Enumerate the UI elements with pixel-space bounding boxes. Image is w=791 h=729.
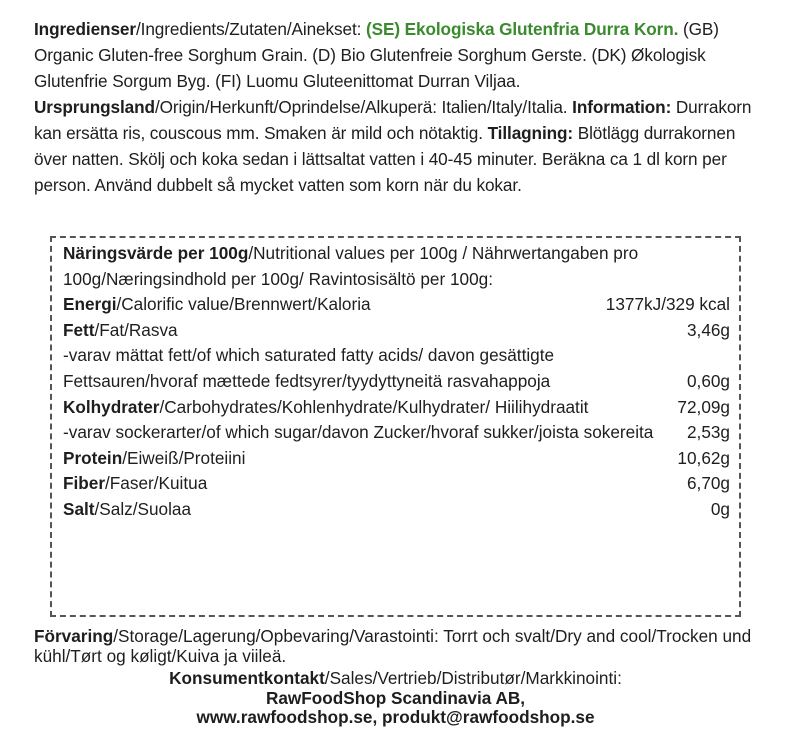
nutrient-label: Energi [63,294,117,315]
storage-text: /Storage/Lagerung/Opbevaring/Varastointi: Torrt och svalt/Dry and cool/Trocken und kühl/Tørt og køligt/Kuiva ja viileä. [34,626,752,666]
information-text: Durrakorn kan ersätta ris, couscous mm. Smaken är mild och nötaktig. [34,97,752,143]
information-label: Information: [572,97,672,117]
nutrient-translations: /Calorific value/Brennwert/Kaloria [116,294,371,315]
nutrition-header-translations: /Nutritional values per 100g / Nährwertangaben pro 100g/Næringsindhold per 100g/ Ravintosisältö per 100g: [63,243,639,289]
product-name-translations: (GB) Organic Gluten-free Sorghum Grain. (D) Bio Glutenfreie Sorghum Gerste. (DK) Økologisk Glutenfrie Sorgum Byg. (FI) Luomu Gluteenittomat Durran Viljaa. [34,19,719,91]
nutrient-translations: /Carbohydrates/Kohlenhydrate/Kulhydrater/ Hiilihydraatit [159,396,589,417]
nutrient-label: Fiber [63,473,106,494]
contact-label-translations: /Sales/Vertrieb/Distributør/Markkinointi: [324,668,622,688]
ingredients-label: Ingredienser [34,19,136,39]
nutrient-value: 1377kJ/329 kcal [605,294,730,315]
nutrient-value: 0,60g [686,370,730,391]
contact-line [0,669,791,689]
nutrient-label: Salt [63,498,95,519]
nutrient-translations: -varav mättat fett/of which saturated fatty acids/ davon gesättigte Fettsauren/hvoraf mættede fedtsyrer/tyydyttyneitä rasvahappoja [63,345,555,391]
nutrient-name [63,497,711,523]
nutrition-row-carbohydrates [63,395,730,421]
storage-label: Förvaring [34,626,114,646]
nutrient-name [63,292,606,318]
consumer-contact [0,669,791,728]
ingredients-label-translations: /Ingredients/Zutaten/Ainekset: [135,19,366,39]
web-and-email: www.rawfoodshop.se, produkt@rawfoodshop.se [196,707,595,727]
origin-text: /Origin/Herkunft/Oprindelse/Alkuperä: Italien/Italy/Italia. [154,97,573,117]
nutrition-row-salt [63,497,730,523]
preparation-text: Blötlägg durrakornen över natten. Skölj och koka sedan i lättsaltat vatten i 40-45 minuter. Beräkna ca 1 dl korn per person. Använd dubbelt så mycket vatten som korn när du kokar. [34,123,736,195]
nutrient-translations: -varav sockerarter/of which sugar/davon Zucker/hvoraf sukker/joista sokereita [63,422,654,443]
preparation-label: Tillagning: [487,123,574,143]
nutrition-row-sugar [63,420,730,446]
nutrient-value: 3,46g [686,319,730,340]
nutrition-row-energy [63,292,730,318]
nutrient-name [63,343,687,394]
nutrient-value: 72,09g [677,396,730,417]
nutrient-name [63,395,677,421]
nutrient-translations: /Fat/Rasva [94,319,178,340]
company-name: RawFoodShop Scandinavia AB, [265,687,526,708]
nutrient-value: 0g [710,498,730,519]
nutrient-value: 2,53g [686,422,730,443]
nutrient-label: Protein [63,447,123,468]
storage-paragraph [34,626,774,666]
nutrition-header [63,241,730,292]
nutrient-value: 6,70g [686,473,730,494]
nutrition-table [50,236,741,617]
origin-label: Ursprungsland [34,97,155,117]
nutrition-row-fat [63,318,730,344]
nutrient-translations: /Salz/Suolaa [94,498,192,519]
se-product-name: (SE) Ekologiska Glutenfria Durra Korn. [366,19,679,39]
nutrition-row-saturated-fat [63,343,730,394]
nutrition-row-fiber [63,471,730,497]
nutrient-name [63,420,687,446]
nutrient-name [63,446,677,472]
nutrient-label: Kolhydrater [63,396,160,417]
nutrient-name [63,318,687,344]
nutrition-row-protein [63,446,730,472]
nutrition-header-label: Näringsvärde per 100g [63,243,249,263]
nutrient-translations: /Eiweiß/Proteiini [122,447,246,468]
nutrient-value: 10,62g [677,447,730,468]
nutrient-name [63,471,687,497]
contact-label: Konsumentkontakt [169,668,325,688]
nutrient-label: Fett [63,319,95,340]
nutrient-translations: /Faser/Kuitua [105,473,208,494]
ingredients-paragraph [34,16,769,198]
